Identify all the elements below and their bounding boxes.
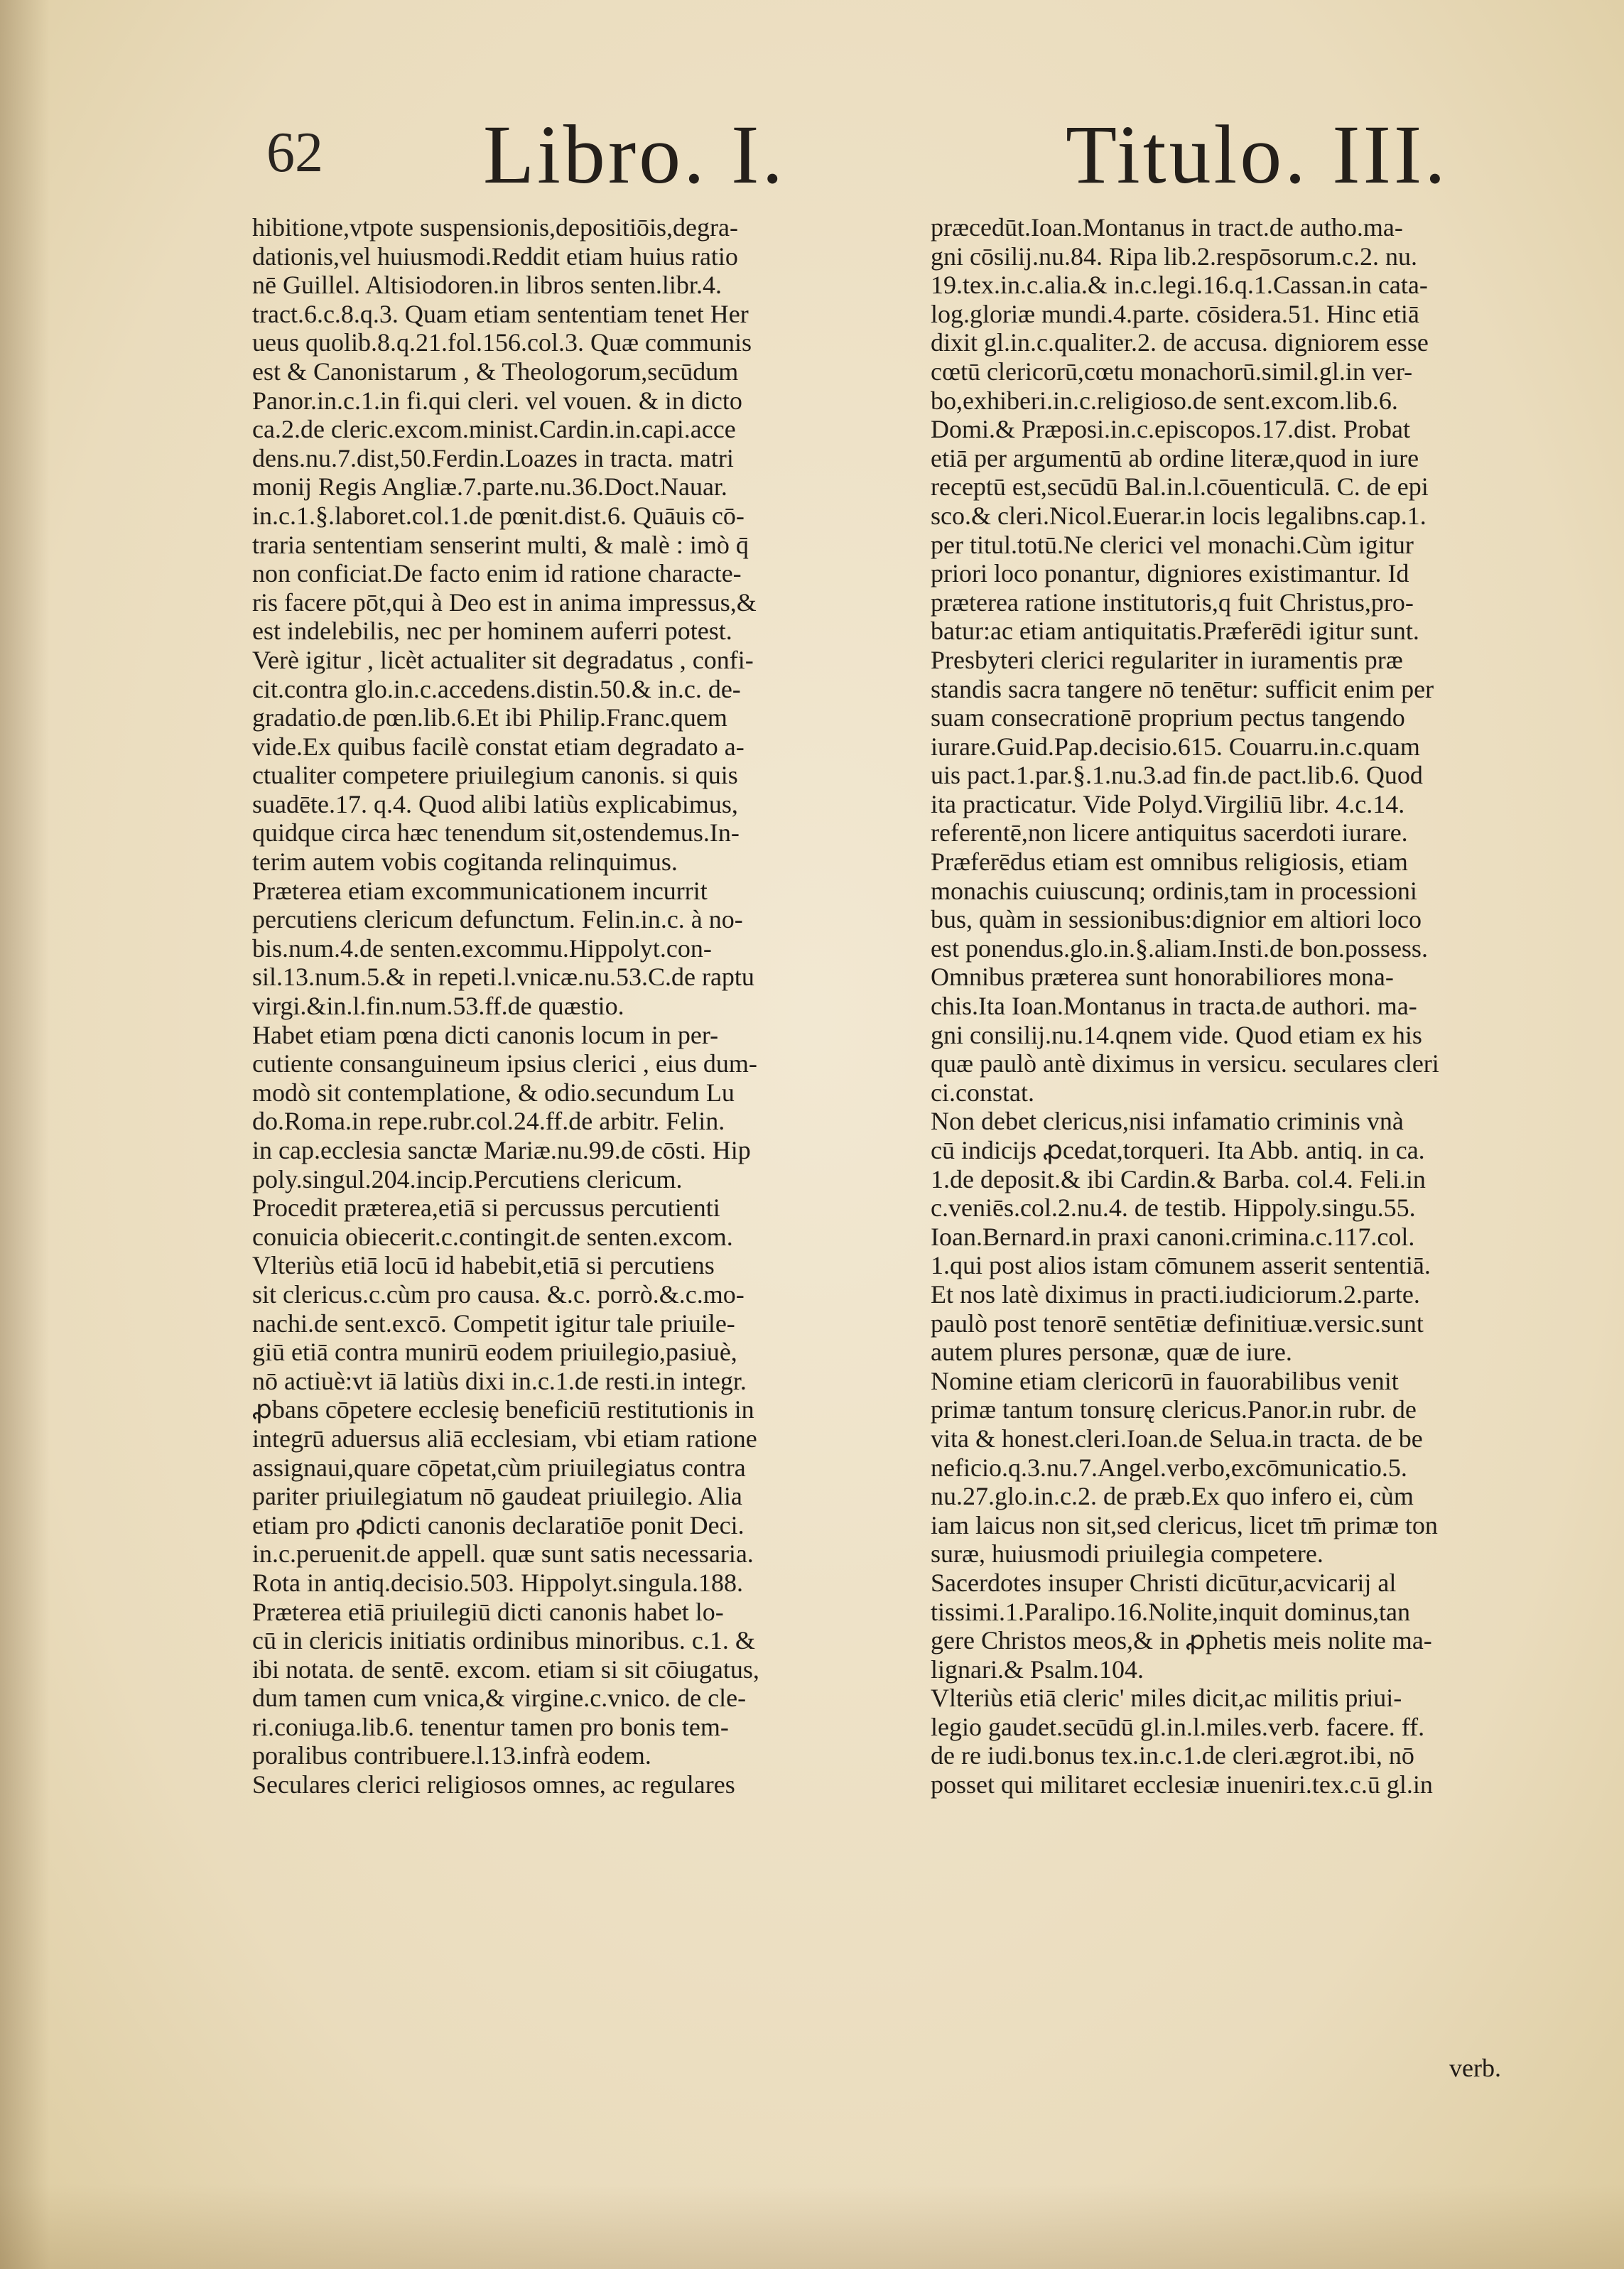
text-line: etiam pro ꝓdicti canonis declaratiōe ponit Deci. [252, 1510, 745, 1539]
text-line: gni cōsilij.nu.84. Ripa lib.2.respōsorum.c.2. nu. [931, 242, 1417, 271]
text-line: conuicia obiecerit.c.contingit.de senten.excom. [252, 1222, 733, 1251]
text-line: Verè igitur , licèt actualiter sit degradatus , confi- [252, 645, 754, 674]
text-line: tract.6.c.8.q.3. Quam etiam sententiam tenet Her [252, 299, 749, 328]
text-line: præcedūt.Ioan.Montanus in tract.de autho.ma- [931, 213, 1403, 242]
text-line: de re iudi.bonus tex.in.c.1.de cleri.ægrot.ibi, nō [931, 1741, 1414, 1770]
text-line: lignari.& Psalm.104. [931, 1655, 1144, 1684]
text-line: Sacerdotes insuper Christi dicūtur,acvicarij al [931, 1568, 1397, 1597]
text-line: gradatio.de pœn.lib.6.Et ibi Philip.Franc.quem [252, 703, 727, 732]
gutter-shadow [0, 0, 50, 2269]
text-line: Non debet clericus,nisi infamatio criminis vnà [931, 1107, 1404, 1136]
text-line: pariter priuilegiatum nō gaudeat priuilegio. Alia [252, 1482, 742, 1511]
text-line: nē Guillel. Altisiodoren.in libros senten.libr.4. [252, 271, 722, 300]
text-line: Domi.& Præposi.in.c.episcopos.17.dist. Probat [931, 415, 1410, 444]
text-line: ibi notata. de sentē. excom. etiam si sit cōiugatus, [252, 1655, 759, 1684]
text-line: Et nos latè diximus in practi.iudiciorum.2.parte. [931, 1279, 1420, 1309]
text-line: cū in clericis initiatis ordinibus minoribus. c.1. & [252, 1626, 755, 1655]
page-number: 62 [266, 121, 323, 184]
text-line: do.Roma.in repe.rubr.col.24.ff.de arbitr. Felin. [252, 1107, 725, 1136]
text-line: hibitione,vtpote suspensionis,depositiōis,degra- [252, 213, 738, 242]
text-line: primæ tantum tonsurę clericus.Panor.in rubr. de [931, 1395, 1417, 1424]
text-line: batur:ac etiam antiquitatis.Præferēdi igitur sunt. [931, 617, 1419, 646]
text-line: modò sit contemplatione, & odio.secundum Lu [252, 1078, 735, 1107]
text-line: iurare.Guid.Pap.decisio.615. Couarru.in.c.quam [931, 732, 1420, 761]
text-line: referentē,non licere antiquitus sacerdoti iurare. [931, 818, 1408, 848]
text-line: in cap.ecclesia sanctæ Mariæ.nu.99.de cōsti. Hip [252, 1136, 751, 1164]
text-line: Vlteriùs etiā locū id habebit,etiā si percutiens [252, 1251, 715, 1280]
text-line: etiā per argumentū ab ordine literæ,quod in iure [931, 443, 1419, 472]
text-line: uis pact.1.par.§.1.nu.3.ad fin.de pact.lib.6. Quod [931, 761, 1423, 790]
text-line: suadēte.17. q.4. Quod alibi latiùs explicabimus, [252, 789, 738, 818]
text-line: Præterea etiam excommunicationem incurrit [252, 876, 708, 905]
text-line: c.veniēs.col.2.nu.4. de testib. Hippoly.singu.55. [931, 1193, 1416, 1223]
text-line: ita practicatur. Vide Polyd.Virgiliū libr. 4.c.14. [931, 789, 1405, 818]
text-line: Habet etiam pœna dicti canonis locum in per- [252, 1020, 719, 1049]
text-line: cū indicijs ꝓcedat,torqueri. Ita Abb. antiq. in ca. [931, 1136, 1425, 1164]
catchword: verb. [1449, 2054, 1501, 2082]
text-line: 1.qui post alios istam cōmunem asserit sententiā. [931, 1251, 1431, 1280]
text-line: quidque circa hæc tenendum sit,ostendemus.In- [252, 818, 740, 848]
text-line: dixit gl.in.c.qualiter.2. de accusa. digniorem esse [931, 328, 1429, 357]
title-heading: Titulo. III. [1066, 108, 1449, 201]
text-line: est ponendus.glo.in.§.aliam.Insti.de bon.possess. [931, 933, 1428, 963]
text-line: vita & honest.cleri.Ioan.de Selua.in tracta. de be [931, 1424, 1423, 1453]
text-line: dationis,vel huiusmodi.Reddit etiam huius ratio [252, 242, 738, 271]
text-line: ueus quolib.8.q.21.fol.156.col.3. Quæ communis [252, 328, 752, 357]
text-line: est & Canonistarum , & Theologorum,secūdum [252, 357, 739, 386]
text-line: in.c.1.§.laboret.col.1.de pœnit.dist.6. Quāuis cō- [252, 501, 745, 530]
left-text-column [252, 213, 877, 1799]
text-line: sco.& cleri.Nicol.Euerar.in locis legalibns.cap.1. [931, 501, 1427, 530]
text-line: poralibus contribuere.l.13.infrà eodem. [252, 1741, 651, 1770]
text-line: receptū est,secūdū Bal.in.l.cōuenticulā. C. de epi [931, 472, 1429, 502]
text-line: Panor.in.c.1.in fi.qui cleri. vel vouen. & in dicto [252, 386, 742, 415]
text-line: bus, quàm in sessionibus:dignior em altiori loco [931, 905, 1422, 934]
text-line: virgi.&in.l.fin.num.53.ff.de quæstio. [252, 992, 624, 1021]
text-line: log.gloriæ mundi.4.parte. cōsidera.51. Hinc etiā [931, 299, 1419, 328]
text-line: chis.Ita Ioan.Montanus in tracta.de authori. ma- [931, 992, 1417, 1021]
text-line: Presbyteri clerici regulariter in iuramentis præ [931, 645, 1403, 674]
text-line: dens.nu.7.dist,50.Ferdin.Loazes in tracta. matri [252, 443, 734, 472]
text-line: assignaui,quare cōpetat,cùm priuilegiatus contra [252, 1453, 746, 1482]
text-line: Procedit præterea,etiā si percussus percutienti [252, 1193, 720, 1223]
text-line: giū etiā contra munirū eodem priuilegio,pasiuè, [252, 1338, 737, 1367]
text-line: priori loco ponantur, digniores existimantur. Id [931, 559, 1409, 588]
text-line: ris facere pōt,qui à Deo est in anima impressus,& [252, 587, 757, 617]
text-line: quæ paulò antè diximus in versicu. seculares cleri [931, 1049, 1439, 1078]
text-line: legio gaudet.secūdū gl.in.l.miles.verb. facere. ff. [931, 1712, 1425, 1741]
text-line: Rota in antiq.decisio.503. Hippolyt.singula.188. [252, 1568, 743, 1597]
book-heading: Libro. I. [483, 108, 786, 201]
text-line: præterea ratione institutoris,q fuit Christus,pro- [931, 587, 1414, 617]
text-line: Seculares clerici religiosos omnes, ac regulares [252, 1770, 735, 1799]
text-line: monij Regis Angliæ.7.parte.nu.36.Doct.Nauar. [252, 472, 727, 502]
text-line: Præterea etiā priuilegiū dicti canonis habet lo- [252, 1597, 724, 1626]
text-line: percutiens clericum defunctum. Felin.in.c. à no- [252, 905, 743, 934]
text-line: Nomine etiam clericorū in fauorabilibus venit [931, 1366, 1399, 1395]
right-text-column [931, 213, 1556, 1799]
text-line: neficio.q.3.nu.7.Angel.verbo,excōmunicatio.5. [931, 1453, 1407, 1482]
text-line: ci.constat. [931, 1078, 1034, 1107]
text-line: cutiente consanguineum ipsius clerici , eius dum- [252, 1049, 757, 1078]
text-line: Vlteriùs etiā cleric' miles dicit,ac militis priui- [931, 1684, 1402, 1713]
text-line: est indelebilis, nec per hominem auferri potest. [252, 617, 732, 646]
text-line: per titul.totū.Ne clerici vel monachi.Cùm igitur [931, 530, 1414, 559]
text-line: suam consecrationē proprium pectus tangendo [931, 703, 1405, 732]
text-line: bis.num.4.de senten.excommu.Hippolyt.con- [252, 933, 712, 963]
text-line: in.c.peruenit.de appell. quæ sunt satis necessaria. [252, 1539, 754, 1569]
text-line: 19.tex.in.c.alia.& in.c.legi.16.q.1.Cassan.in cata- [931, 271, 1428, 300]
text-line: Ioan.Bernard.in praxi canoni.crimina.c.117.col. [931, 1222, 1415, 1251]
text-line: 1.de deposit.& ibi Cardin.& Barba. col.4. Feli.in [931, 1164, 1426, 1193]
text-line: nachi.de sent.excō. Competit igitur tale priuile- [252, 1309, 735, 1338]
text-line: iam laicus non sit,sed clericus, licet tm̄ primæ ton [931, 1510, 1438, 1539]
text-line: integrū aduersus aliā ecclesiam, vbi etiam ratione [252, 1424, 757, 1453]
text-line: monachis cuiuscunq; ordinis,tam in processioni [931, 876, 1417, 905]
page-edge-shading [0, 2184, 1624, 2269]
text-line: cœtū clericorū,cœtu monachorū.simil.gl.in ver- [931, 357, 1413, 386]
text-line: gere Christos meos,& in ꝓphetis meis nolite ma- [931, 1626, 1432, 1655]
text-line: vide.Ex quibus facilè constat etiam degradato a- [252, 732, 745, 761]
text-line: traria sententiam senserint multi, & malè : imò q̄ [252, 530, 749, 559]
text-line: tissimi.1.Paralipo.16.Nolite,inquit dominus,tan [931, 1597, 1410, 1626]
text-line: cit.contra glo.in.c.accedens.distin.50.& in.c. de- [252, 674, 741, 703]
running-header [0, 107, 1624, 213]
text-line: terim autem vobis cogitanda relinquimus. [252, 848, 678, 877]
text-line: posset qui militaret ecclesiæ inueniri.tex.c.ū gl.in [931, 1770, 1433, 1799]
text-line: non conficiat.De facto enim id ratione characte- [252, 559, 742, 588]
text-line: standis sacra tangere nō tenētur: sufficit enim per [931, 674, 1434, 703]
text-line: sil.13.num.5.& in repeti.l.vnicæ.nu.53.C.de raptu [252, 963, 754, 992]
text-line: Præferēdus etiam est omnibus religiosis, etiam [931, 848, 1408, 877]
text-line: paulò post tenorē sentētiæ definitiuæ.versic.sunt [931, 1309, 1424, 1338]
text-line: ca.2.de cleric.excom.minist.Cardin.in.capi.acce [252, 415, 736, 444]
text-line: poly.singul.204.incip.Percutiens clericum. [252, 1164, 683, 1193]
text-line: ꝓbans cōpetere ecclesiȩ beneficiū restitutionis in [252, 1395, 754, 1424]
text-line: nu.27.glo.in.c.2. de præb.Ex quo infero ei, cùm [931, 1482, 1414, 1511]
text-line: gni consilij.nu.14.qnem vide. Quod etiam ex his [931, 1020, 1422, 1049]
text-line: bo,exhiberi.in.c.religioso.de sent.excom.lib.6. [931, 386, 1398, 415]
text-line: ctualiter competere priuilegium canonis. si quis [252, 761, 738, 790]
text-line: suræ, huiusmodi priuilegia competere. [931, 1539, 1323, 1569]
text-line: sit clericus.c.cùm pro causa. &.c. porrò.&.c.mo- [252, 1279, 745, 1309]
text-line: Omnibus præterea sunt honorabiliores mona- [931, 963, 1394, 992]
text-line: ri.coniuga.lib.6. tenentur tamen pro bonis tem- [252, 1712, 729, 1741]
text-line: nō actiuè:vt iā latiùs dixi in.c.1.de resti.in integr. [252, 1366, 747, 1395]
text-line: dum tamen cum vnica,& virgine.c.vnico. de cle- [252, 1684, 747, 1713]
text-line: autem plures personæ, quæ de iure. [931, 1338, 1292, 1367]
